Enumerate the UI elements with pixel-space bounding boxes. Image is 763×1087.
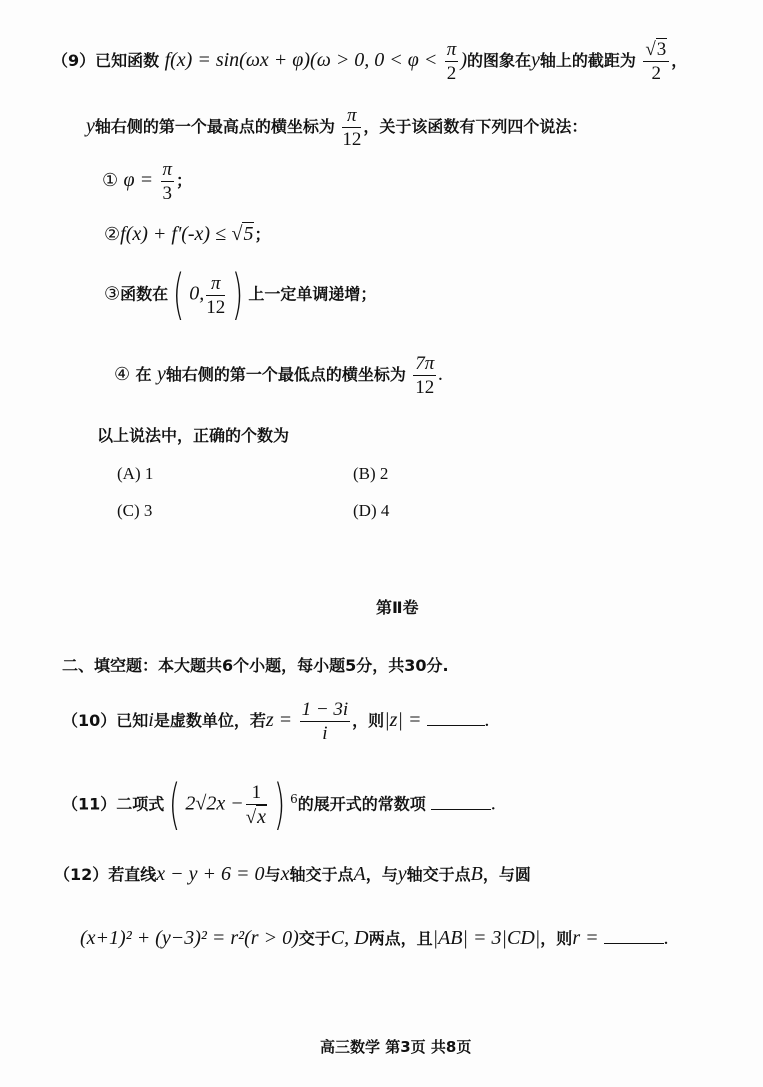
- statement-4-frac: $\frac{7\pi}{12}$: [415, 353, 435, 398]
- q9-close-paren: ): [460, 49, 467, 71]
- q9-graph-text: 的图象在: [466, 51, 531, 70]
- q12-answer-blank[interactable]: [604, 943, 664, 944]
- q9-line2-end: ，关于该函数有下列四个说法：: [363, 117, 588, 136]
- q12-line1: （12）若直线x − y + 6 = 0与x轴交于点A，与y轴交于点B，与圆: [54, 863, 531, 885]
- q9-pi-over-2: $\frac{\pi}{2}$: [446, 39, 457, 84]
- statement-1-mark: ①: [102, 170, 119, 191]
- q10-number: （10）: [62, 711, 117, 730]
- q9-axis-text: 轴上的截距为: [539, 51, 636, 70]
- statement-1-expr: φ =: [123, 169, 154, 191]
- part2-heading: 二、填空题：本大题共6个小题，每小题5分，共30分.: [62, 656, 449, 675]
- statement-2-mark: ②: [104, 224, 121, 245]
- q9-sqrt3-over-2: $\frac{√3}{2}$: [643, 40, 669, 83]
- q9-function: f(x) = sin(ωx + φ)(ω > 0, 0 < φ <: [164, 49, 438, 71]
- q9-line1: [52, 40, 687, 83]
- q11: （11）二项式( 2√2x − $\frac{1}{√x}$ ) $^6$的展开式的常数项 .: [62, 773, 497, 836]
- q9-line2-y: y: [86, 115, 95, 137]
- statement-3: ③函数在( 0, $\frac{\pi}{12}$ ) 上一定单调递增；: [104, 263, 377, 326]
- q11-exponent: 6: [290, 791, 298, 806]
- page-footer: 高三数学 第3页 共8页: [320, 1038, 472, 1056]
- statement-2-sqrt: √5: [231, 223, 254, 245]
- q9-intro: 已知函数: [95, 51, 160, 70]
- statement-3-frac: $\frac{\pi}{12}$: [206, 272, 226, 318]
- q9-number: （9）: [52, 51, 96, 70]
- q11-number: （11）: [62, 794, 117, 814]
- option-b[interactable]: (B) 2: [353, 464, 389, 483]
- q11-answer-blank[interactable]: [431, 809, 491, 810]
- q9-line2-text: 轴右侧的第一个最高点的横坐标为: [94, 117, 335, 136]
- statement-1: ① φ = $\frac{\pi}{3}$ ；: [102, 159, 193, 204]
- q12-line-eq: x − y + 6 = 0: [156, 863, 265, 885]
- statement-2-expr: f(x) + f'(-x) ≤: [120, 223, 227, 245]
- q12-condition: |AB| = 3|CD|: [432, 927, 541, 949]
- q9-y: y: [531, 49, 540, 71]
- statement-1-frac: $\frac{\pi}{3}$: [162, 159, 173, 204]
- q9-comma: ，: [671, 51, 688, 70]
- q11-fraction: $\frac{1}{√x}$: [245, 782, 267, 828]
- option-c[interactable]: (C) 3: [117, 501, 153, 520]
- section-title: 第Ⅱ卷: [376, 598, 419, 617]
- q12-circle-eq: (x+1)² + (y−3)² = r²(r > 0): [80, 927, 299, 949]
- q10-fraction: $\frac{1 - 3i}{i}$: [301, 699, 349, 744]
- q11-term: 2√2x −: [185, 792, 244, 815]
- q12-line2: (x+1)² + (y−3)² = r²(r > 0)交于C, D两点，且|AB| = 3|CD|，则r = .: [80, 927, 669, 949]
- statement-3-mark: ③: [104, 283, 121, 305]
- option-d[interactable]: (D) 4: [353, 501, 390, 520]
- q9-pi-over-12: $\frac{\pi}{12}$: [342, 105, 362, 150]
- q9-question: 以上说法中，正确的个数为: [97, 426, 290, 445]
- statement-4-mark: ④: [114, 364, 131, 385]
- q10-answer-blank[interactable]: [427, 725, 485, 726]
- q9-line2: [86, 106, 587, 149]
- statement-2: ②f(x) + f'(-x) ≤ √5；: [104, 223, 271, 245]
- q10: （10）已知i是虚数单位，若z = $\frac{1 - 3i}{i}$ ，则|z| = .: [62, 699, 490, 744]
- option-a[interactable]: (A) 1: [117, 464, 154, 483]
- q12-number: （12）: [54, 865, 109, 884]
- statement-4: ④ 在 y轴右侧的第一个最低点的横坐标为 $\frac{7\pi}{12}$ .: [114, 353, 444, 398]
